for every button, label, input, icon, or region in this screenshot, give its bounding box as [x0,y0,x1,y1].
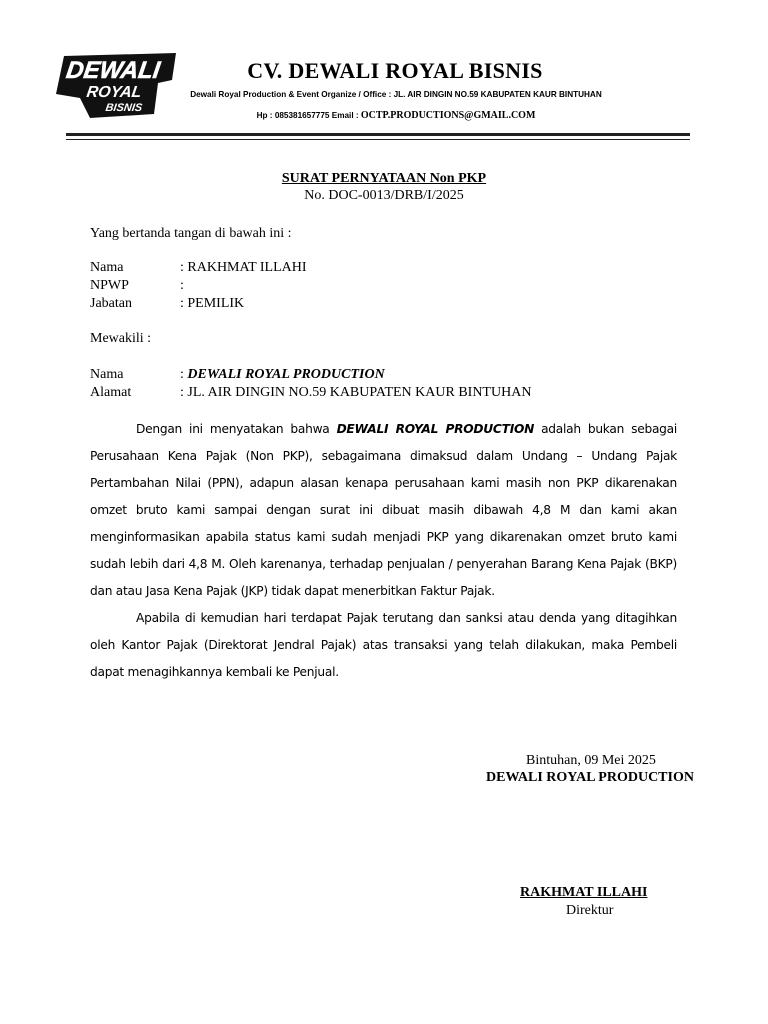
email-address: OCTP.PRODUCTIONS@GMAIL.COM [360,110,536,121]
label-company-name: Nama [90,367,124,382]
label-jabatan: Jabatan [90,296,132,311]
logo-word-bisnis: BISNIS [104,102,144,114]
company-name: CV. DEWALI ROYAL BISNIS [247,58,543,83]
company-subtitle: Dewali Royal Production & Event Organize / Office : JL. AIR DINGIN NO.59 KABUPATEN KAUR BINTUHAN [190,90,602,99]
value-company-name [180,367,385,383]
signer-name: RAKHMAT ILLAHI [520,885,648,900]
colon: : [180,385,188,400]
value-nama: : RAKHMAT ILLAHI [180,260,307,275]
signer-title: Direktur [566,903,614,918]
paragraph-1 [90,416,677,605]
document-number: No. DOC-0013/DRB/I/2025 [304,188,464,203]
paragraph-1-rest: adalah bukan sebagai Perusahaan Kena Pajak (Non PKP), sebagaimana dimaksud dalam Undang – Undang Pajak Pertambahan Nilai (PPN), adapun alasan kenapa perusahaan kami masih non PKP dikarenakan omzet bruto kami sampai dengan surat ini dibuat masih dibawah 4,8 M dan kami akan menginformasikan apabila status kami sudah menjadi PKP yang dikarenakan omzet bruto kami sudah lebih dari 4,8 M. Oleh karenanya, terhadap penjualan / penyerahan Barang Kena Pajak (BKP) dan atau Jasa Kena Pajak (JKP) tidak dapat menerbitkan Faktur Pajak. [90,422,678,598]
header-divider-thick [66,133,690,136]
label-nama: Nama [90,260,124,275]
statement-body [90,416,677,686]
company-name-value: DEWALI ROYAL PRODUCTION [187,367,385,382]
paragraph-1-company: DEWALI ROYAL PRODUCTION [336,422,535,436]
phone-label: Hp : [256,111,273,120]
value-npwp: : [180,278,184,293]
place-date: Bintuhan, 09 Mei 2025 [526,753,656,768]
represent-label: Mewakili : [90,331,152,346]
value-company-address [180,385,531,401]
company-logo [50,50,180,120]
value-jabatan: : PEMILIK [180,296,245,311]
logo-word-dewali: DEWALI [64,57,162,84]
colon: : [180,367,188,382]
company-address-value: JL. AIR DINGIN NO.59 KABUPATEN KAUR BINTUHAN [187,385,532,400]
header-divider-thin [66,139,690,140]
phone-number: 085381657775 [274,111,330,120]
label-npwp: NPWP [90,278,129,293]
closing-company: DEWALI ROYAL PRODUCTION [486,770,694,785]
paragraph-1-start: Dengan ini menyatakan bahwa [136,422,337,436]
intro-text: Yang bertanda tangan di bawah ini : [90,226,292,241]
email-label: Email : [331,111,359,120]
document-title: SURAT PERNYATAAN Non PKP [281,171,487,186]
company-contact [176,110,616,121]
label-company-address: Alamat [90,385,132,400]
logo-word-royal: ROYAL [85,83,143,101]
paragraph-2: Apabila di kemudian hari terdapat Pajak terutang dan sanksi atau denda yang ditagihkan oleh Kantor Pajak (Direktorat Jendral Pajak) atas transaksi yang telah dilakukan, maka Pembeli dapat menagihkannya kembali ke Penjual. [90,611,677,679]
